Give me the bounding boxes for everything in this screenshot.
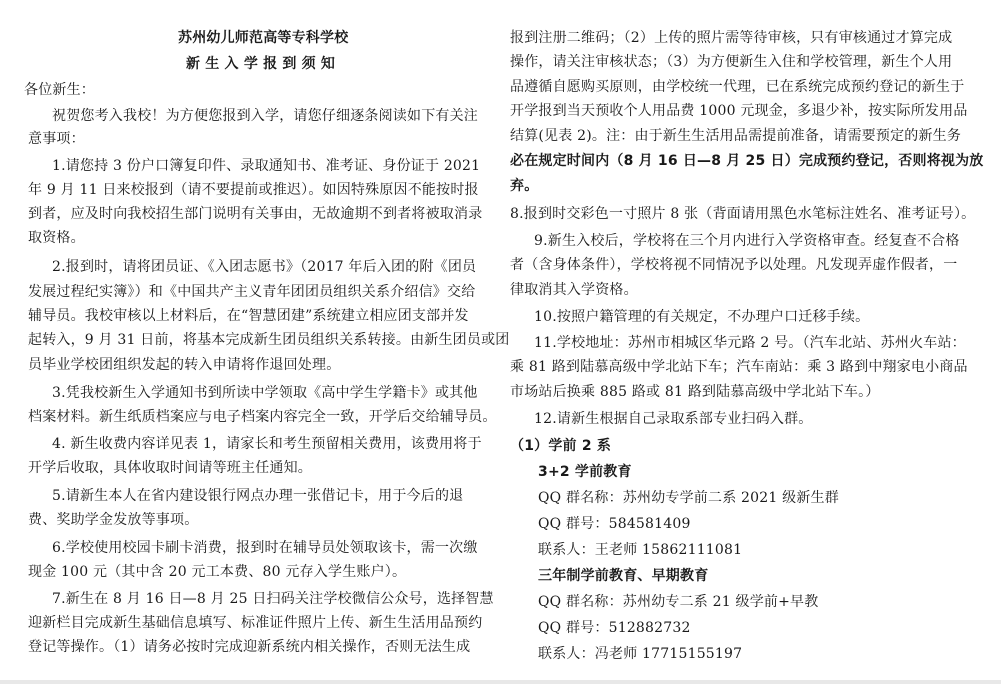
text-line: 档案材料。新生纸质档案应与电子档案内容完全一致，开学后交给辅导员。 (28, 409, 497, 425)
text-line: 取资格。 (28, 230, 85, 246)
contact-person: 联系人：王老师 15862111081 (538, 542, 743, 558)
text-line: 到者，应及时向我校招生部门说明有关事由，无故逾期不到者将被取消录 (28, 206, 483, 222)
text-line: 起转入，9 月 31 日前，将基本完成新生团员组织关系转接。由新生团员或团 (28, 332, 510, 348)
qq-group-name: QQ 群名称：苏州幼专学前二系 2021 级新生群 (538, 490, 839, 506)
text-line: 7.新生在 8 月 16 日—8 月 25 日扫码关注学校微信公众号，选择智慧 (52, 591, 494, 607)
qq-group-name: QQ 群名称：苏州幼专二系 21 级学前+早教 (538, 594, 819, 610)
qq-group-number: QQ 群号：512882732 (538, 620, 691, 636)
text-line: 弃。 (510, 178, 539, 194)
text-line: 品遵循自愿购买原则，由学校统一代理，已在系统完成预约登记的新生于 (510, 79, 965, 95)
text-line: 5.请新生本人在省内建设银行网点办理一张借记卡，用于今后的退 (52, 488, 464, 504)
text-line: 辅导员。我校审核以上材料后，在“智慧团建”系统建立相应团支部并发 (28, 308, 469, 324)
contact-person: 联系人：冯老师 17715155197 (538, 646, 743, 662)
text-line: 者（含身体条件），学校将视不同情况予以处理。凡发现弄虚作假者，一 (510, 257, 958, 273)
document-subtitle: 新 生 入 学 报 到 须 知 (186, 56, 336, 72)
text-line: 9.新生入校后，学校将在三个月内进行入学资格审查。经复查不合格 (534, 233, 960, 249)
text-line: 12.请新生根据自己录取系部专业扫码入群。 (534, 411, 813, 427)
text-line: 8.报到时交彩色一寸照片 8 张（背面请用黑色水笔标注姓名、准考证号）。 (510, 206, 976, 222)
text-line: 4. 新生收费内容详见表 1，请家长和考生预留相关费用，该费用将于 (52, 436, 482, 452)
text-line: 市场站后换乘 885 路或 81 路到陆慕高级中学北站下车。） (510, 384, 880, 400)
text-line: 现金 100 元（其中含 20 元工本费、80 元存入学生账户）。 (28, 564, 407, 580)
page-bottom-edge (0, 680, 1001, 684)
text-line: 年 9 月 11 日来校报到（请不要提前或推迟）。如因特殊原因不能按时报 (28, 182, 479, 198)
text-line: 祝贺您考入我校！为方便您报到入学，请您仔细逐条阅读如下有关注 (52, 108, 478, 124)
text-line: 11.学校地址：苏州市相城区华元路 2 号。（汽车北站、苏州火车站： (534, 335, 966, 351)
section-heading: （1）学前 2 系 (510, 438, 612, 454)
text-line: 开学后收取，具体收取时间请等班主任通知。 (28, 460, 312, 476)
qq-group-number: QQ 群号：584581409 (538, 516, 691, 532)
text-line: 费、奖助学金发放等事项。 (28, 512, 199, 528)
text-line: 结算(见表 2)。注：由于新生生活用品需提前准备，请需要预定的新生务 (510, 128, 962, 144)
text-line: 迎新栏目完成新生基础信息填写、标准证件照片上传、新生生活用品预约 (28, 615, 483, 631)
text-line: 必在规定时间内（8 月 16 日—8 月 25 日）完成预约登记，否则将视为放 (510, 153, 984, 169)
document-title: 苏州幼儿师范高等专科学校 (178, 30, 349, 46)
program-heading: 3+2 学前教育 (538, 464, 632, 480)
text-line: 报到注册二维码；（2）上传的照片需等待审核，只有审核通过才算完成 (510, 30, 953, 46)
text-line: 登记等操作。（1）请务必按时完成迎新系统内相关操作，否则无法生成 (28, 639, 471, 655)
text-line: 乘 81 路到陆慕高级中学北站下车；汽车南站：乘 3 路到中翔家电小商品 (510, 359, 968, 375)
text-line: 2.报到时，请将团员证、《入团志愿书》（2017 年后入团的附《团员 (52, 259, 477, 275)
text-line: 律取消其入学资格。 (510, 282, 638, 298)
text-line: 6.学校使用校园卡刷卡消费，报到时在辅导员处领取该卡，需一次缴 (52, 540, 478, 556)
text-line: 操作，请关注审核状态；（3）为方便新生入住和学校管理，新生个人用 (510, 54, 953, 70)
program-heading: 三年制学前教育、早期教育 (538, 568, 709, 584)
text-line: 发展过程纪实簿》）和《中国共产主义青年团团员组织关系介绍信》交给 (28, 284, 476, 300)
text-line: 员毕业学校团组织发起的转入申请将作退回处理。 (28, 357, 341, 373)
text-line: 1.请您持 3 份户口簿复印件、录取通知书、准考证、身份证于 2021 (52, 158, 481, 174)
text-line: 开学报到当天预收个人用品费 1000 元现金，多退少补，按实际所发用品 (510, 103, 968, 119)
text-line: 3.凭我校新生入学通知书到所读中学领取《高中学生学籍卡》或其他 (52, 385, 478, 401)
text-line: 各位新生： (24, 82, 95, 98)
text-line: 10.按照户籍管理的有关规定，不办理户口迁移手续。 (534, 309, 870, 325)
text-line: 意事项： (28, 131, 85, 147)
